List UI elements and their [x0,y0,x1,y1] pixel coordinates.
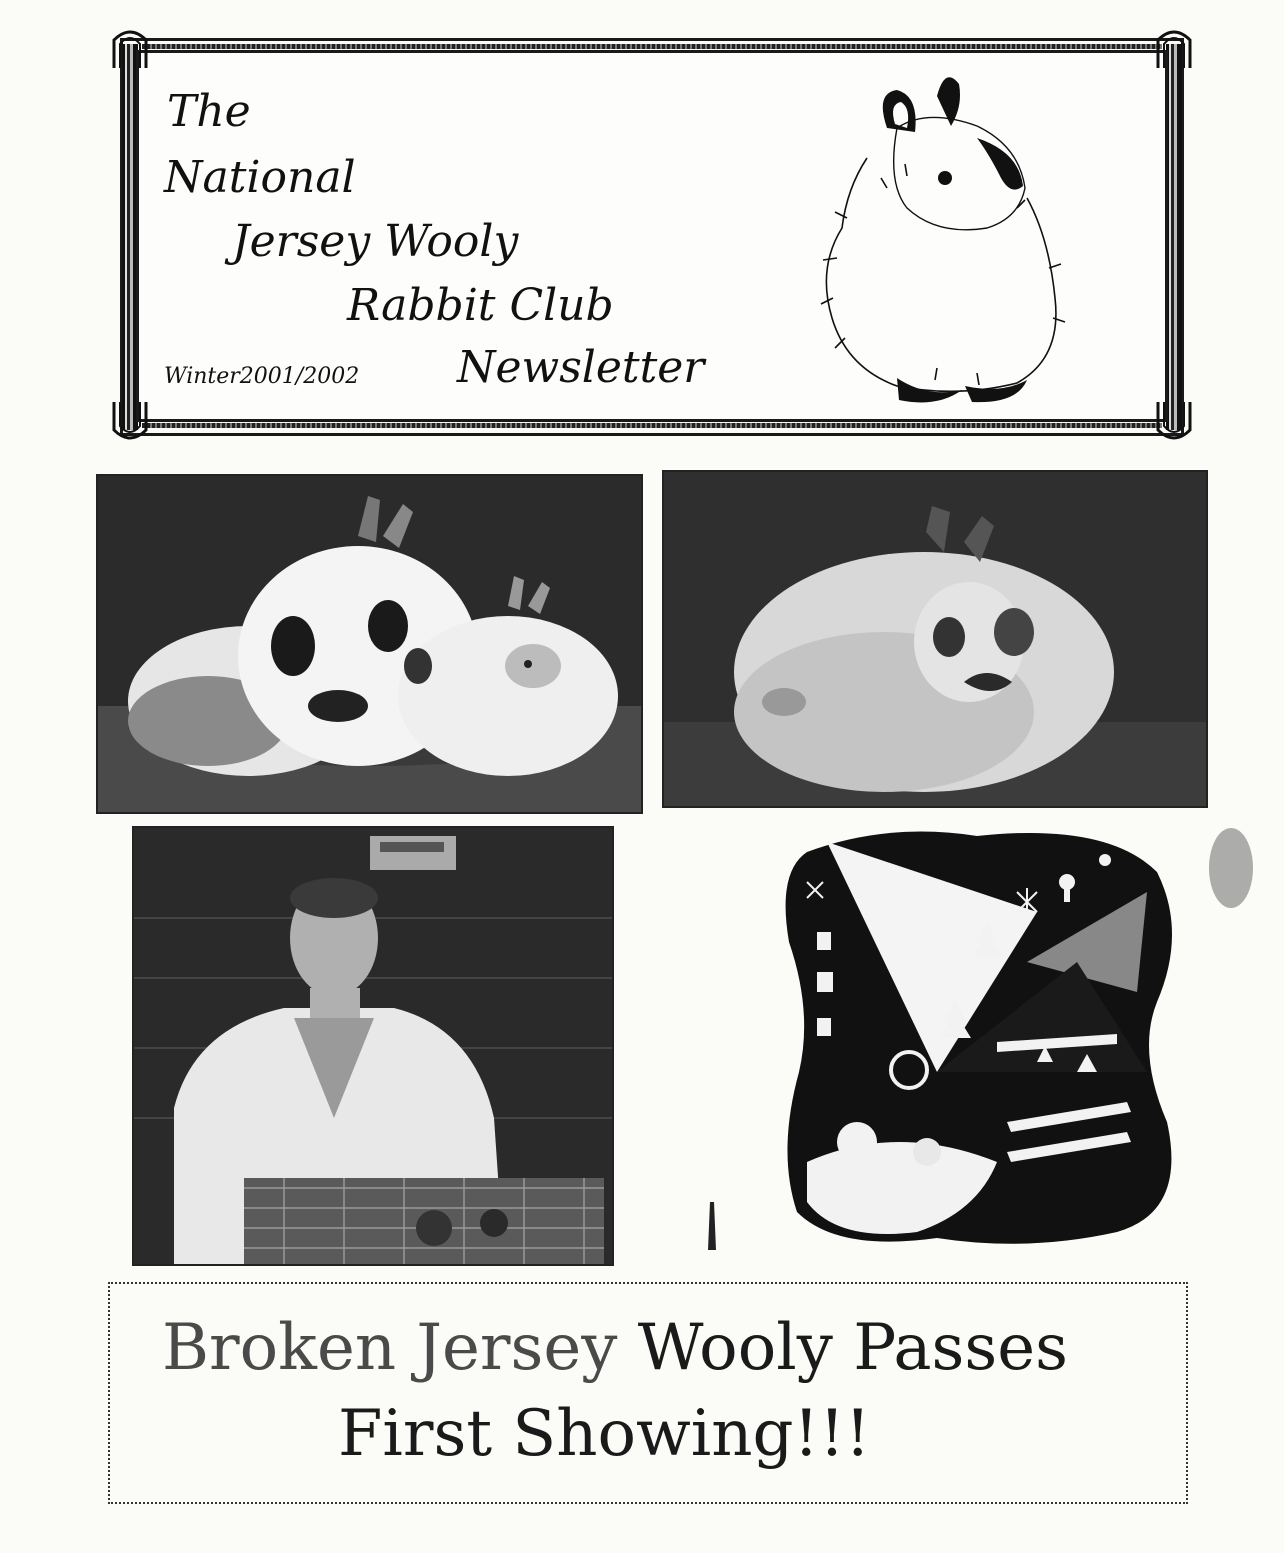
frame-bar-bottom [142,423,1162,428]
frame-corner-ornament [1156,400,1192,444]
photo-broken-jersey-wooly [662,470,1208,808]
title-line-national: National [164,152,356,203]
photo-man-with-rabbit-cage [132,826,614,1266]
title-line-the: The [167,86,251,137]
headline-line-2: First Showing!!! [338,1397,871,1471]
frame-corner-ornament [112,26,148,70]
title-line-newsletter: Newsletter [457,342,705,393]
headline-part-a: Broken Jersey [162,1311,618,1385]
winter-scene-clipart [777,822,1183,1250]
scan-smudge [1203,808,1253,938]
frame-corner-ornament [1156,26,1192,70]
frame-bar-top [142,44,1162,49]
headline-part-b: Wooly Passes [637,1311,1068,1385]
headline-line-1 [162,1311,1068,1385]
photo-group-of-jersey-woolies [96,474,643,814]
title-line-jersey-wooly: Jersey Wooly [232,216,519,267]
rabbit-line-drawing [787,68,1087,418]
title-line-rabbit-club: Rabbit Club [347,280,614,331]
headline-box [108,1282,1188,1504]
frame-corner-ornament [112,400,148,444]
masthead [112,26,1192,444]
issue-date: Winter2001/2002 [164,364,360,389]
scan-mark [704,1200,718,1252]
frame-column-right [1166,44,1182,430]
